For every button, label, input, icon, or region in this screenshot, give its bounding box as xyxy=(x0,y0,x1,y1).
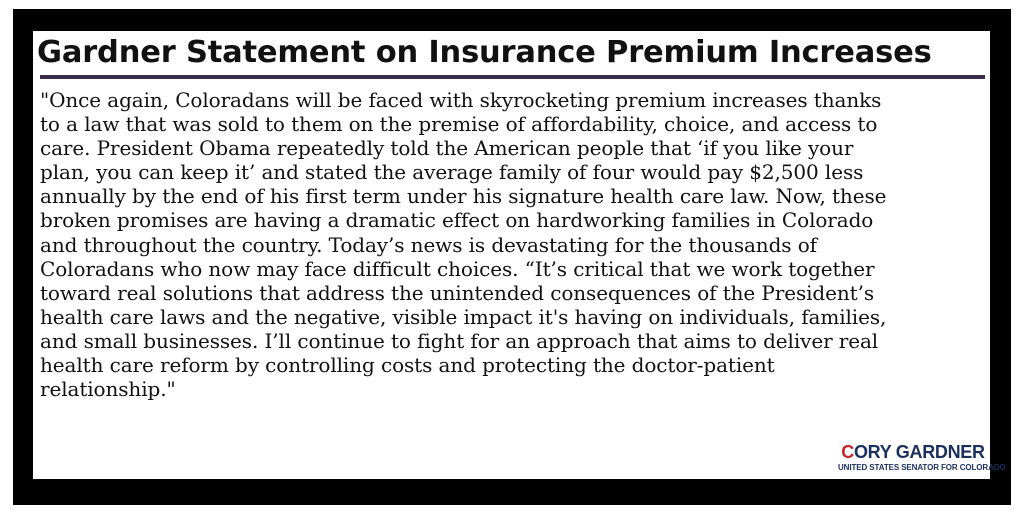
title-divider xyxy=(40,75,985,79)
statement-line: broken promises are having a dramatic effect on hardworking families in Colorado xyxy=(40,208,874,233)
statement-line: Coloradans who now may face difficult choices. “It’s critical that we work together xyxy=(40,256,875,281)
statement-line: to a law that was sold to them on the premise of affordability, choice, and access to xyxy=(40,112,878,137)
statement-line: and small businesses. I’ll continue to fight for an approach that aims to deliver real xyxy=(40,328,879,353)
statement-line: relationship." xyxy=(40,377,176,402)
logo-name-rest: ORY GARDNER xyxy=(853,442,985,462)
statement-line: care. President Obama repeatedly told the American people that ‘if you like your xyxy=(40,136,854,161)
logo-subtitle: UNITED STATES SENATOR FOR COLORADO xyxy=(838,463,1006,472)
statement-line: annually by the end of his first term under his signature health care law. Now, these xyxy=(40,184,887,209)
statement-line: health care laws and the negative, visible impact it's having on individuals, families, xyxy=(40,304,887,329)
statement-line: toward real solutions that address the unintended consequences of the President’s xyxy=(40,280,875,305)
statement-title: Gardner Statement on Insurance Premium Increases xyxy=(37,35,932,70)
logo-c-letter: C xyxy=(841,442,854,462)
senator-logo xyxy=(838,442,1006,477)
statement-line: "Once again, Coloradans will be faced with skyrocketing premium increases thanks xyxy=(40,88,882,112)
statement-line: plan, you can keep it’ and stated the average family of four would pay $2,500 less xyxy=(40,160,864,185)
logo-name xyxy=(838,443,988,461)
statement-line: and throughout the country. Today’s news is devastating for the thousands of xyxy=(40,232,817,257)
statement-body xyxy=(40,88,985,401)
statement-line: health care reform by controlling costs and protecting the doctor-patient xyxy=(40,353,775,378)
